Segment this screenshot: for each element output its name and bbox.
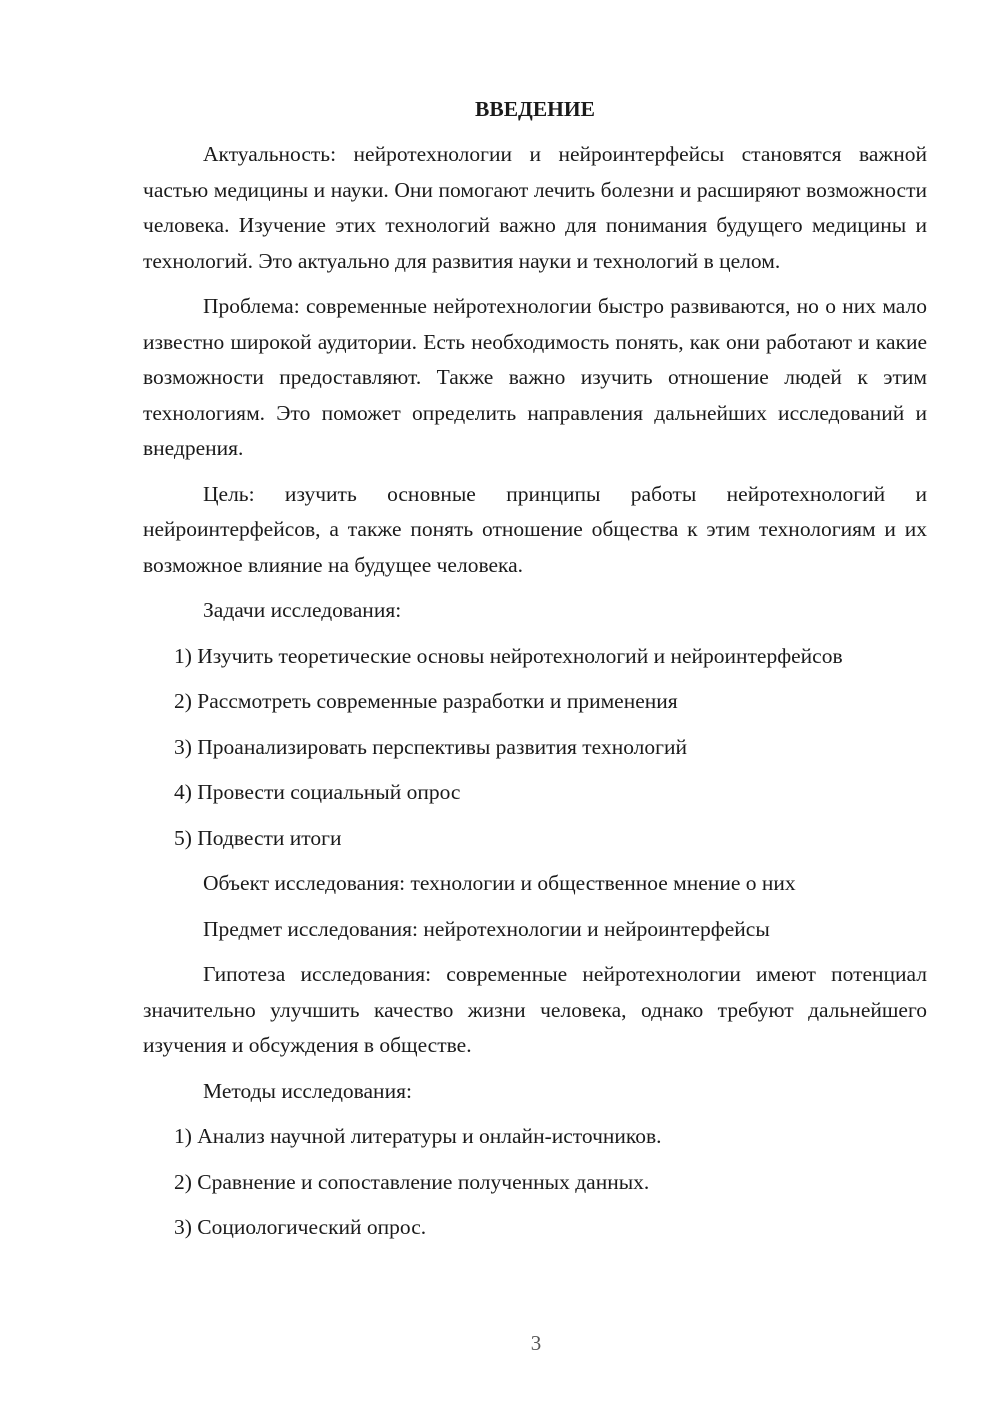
task-item-3: 3) Проанализировать перспективы развития технологий	[174, 734, 687, 759]
goal-paragraph: Цель: изучить основные принципы работы нейротехнологий и нейроинтерфейсов, а также понять отношение общества к этим технологиям и их возможное влияние на будущее человека.	[143, 481, 927, 577]
problem-paragraph: Проблема: современные нейротехнологии быстро развиваются, но о них мало известно широкой аудитории. Есть необходимость понять, как они работают и какие возможности предоставляют. Также важно изучить отношение людей к этим технологиям. Это поможет определить направления дальнейших исследований и внедрения.	[143, 294, 927, 460]
task-item-4: 4) Провести социальный опрос	[174, 780, 461, 804]
relevance-paragraph: Актуальность: нейротехнологии и нейроинтерфейсы становятся важной частью медицины и науки. Они помогают лечить болезни и расширяют возможности человека. Изучение этих технологий важно для понимания будущего медицины и технологий. Это актуально для развития науки и технологий в целом.	[143, 142, 927, 273]
methods-heading: Методы исследования:	[203, 1078, 412, 1103]
document-page	[143, 92, 927, 1256]
task-item-5: 5) Подвести итоги	[174, 825, 342, 850]
section-title: ВВЕДЕНИЕ	[475, 97, 595, 121]
page-number: 3	[530, 1331, 542, 1355]
hypothesis-paragraph: Гипотеза исследования: современные нейротехнологии имеют потенциал значительно улучшить качество жизни человека, однако требуют дальнейшего изучения и обсуждения в обществе.	[143, 962, 927, 1057]
task-item-2: 2) Рассмотреть современные разработки и применения	[174, 689, 678, 713]
task-item-1: 1) Изучить теоретические основы нейротехнологий и нейроинтерфейсов	[174, 643, 843, 668]
tasks-heading: Задачи исследования:	[203, 598, 402, 622]
method-item-3: 3) Социологический опрос.	[174, 1215, 427, 1239]
object-line: Объект исследования: технологии и общественное мнение о них	[203, 871, 796, 895]
method-item-1: 1) Анализ научной литературы и онлайн-источников.	[174, 1124, 662, 1148]
method-item-2: 2) Сравнение и сопоставление полученных данных.	[174, 1169, 650, 1194]
subject-line: Предмет исследования: нейротехнологии и нейроинтерфейсы	[203, 916, 770, 941]
